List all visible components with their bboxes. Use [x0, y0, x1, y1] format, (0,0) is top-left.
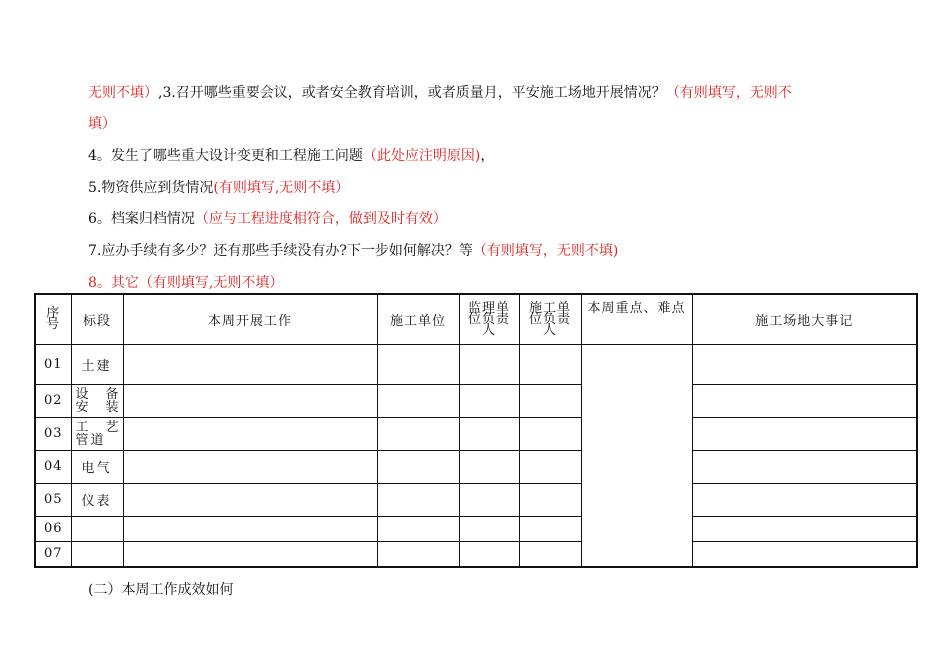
supervisor-cell[interactable] [459, 516, 519, 541]
supervisor-cell[interactable] [459, 541, 519, 567]
table-row [35, 384, 917, 417]
header-work: 本周开展工作 [123, 294, 377, 344]
row-section: 设 备安 装 [71, 384, 123, 417]
unit-cell[interactable] [377, 541, 459, 567]
supervisor-cell[interactable] [459, 417, 519, 450]
work-cell[interactable] [123, 344, 377, 384]
events-cell[interactable] [692, 384, 917, 417]
line-text: 7.应办手续有多少？还有那些手续没有办?下一步如何解决？等 [88, 243, 473, 259]
header-key-points: 本周重点、难点 [581, 294, 692, 344]
table-row [35, 344, 917, 384]
line-text: （应与工程进度相符合，做到及时有效） [194, 211, 447, 227]
row-number: 03 [35, 417, 71, 450]
work-cell[interactable] [123, 483, 377, 516]
row-number: 07 [35, 541, 71, 567]
section-footer: (二）本周工作成效如何 [88, 582, 234, 598]
builder-cell[interactable] [519, 384, 581, 417]
line-text: 填） [88, 116, 116, 132]
builder-cell[interactable] [519, 541, 581, 567]
supervisor-cell[interactable] [459, 344, 519, 384]
work-cell[interactable] [123, 541, 377, 567]
work-cell[interactable] [123, 516, 377, 541]
unit-cell[interactable] [377, 483, 459, 516]
header-events: 施工场地大事记 [692, 294, 917, 344]
unit-cell[interactable] [377, 384, 459, 417]
supervisor-cell[interactable] [459, 483, 519, 516]
table-row [35, 483, 917, 516]
header-supervisor: 监理单位负责人 [459, 294, 519, 344]
supervisor-cell[interactable] [459, 384, 519, 417]
work-cell[interactable] [123, 450, 377, 483]
table-row [35, 541, 917, 567]
work-cell[interactable] [123, 417, 377, 450]
row-number: 02 [35, 384, 71, 417]
key-points-cell[interactable] [581, 344, 692, 567]
line-text: 8。其它（有则填写,无则不填） [88, 275, 284, 291]
events-cell[interactable] [692, 516, 917, 541]
line-text: （此处应注明原因) [362, 148, 481, 164]
row-section [71, 516, 123, 541]
line-text: 5.物资供应到货情况 [88, 180, 214, 196]
events-cell[interactable] [692, 541, 917, 567]
instruction-line [88, 113, 116, 133]
work-cell[interactable] [123, 384, 377, 417]
line-text: （有则填写，无则不填) [472, 243, 619, 259]
table-row [35, 516, 917, 541]
header-seq: 序号 [35, 294, 71, 344]
line-text: 无则不填） [88, 85, 158, 101]
line-text: ， [480, 148, 495, 164]
instruction-line [88, 82, 792, 102]
builder-cell[interactable] [519, 417, 581, 450]
row-number: 06 [35, 516, 71, 541]
builder-cell[interactable] [519, 450, 581, 483]
row-section [71, 541, 123, 567]
row-section: 土建 [71, 344, 123, 384]
instruction-line [88, 240, 618, 260]
row-number: 01 [35, 344, 71, 384]
row-number: 04 [35, 450, 71, 483]
instruction-line [88, 145, 494, 165]
header-builder: 施工单位负责人 [519, 294, 581, 344]
instruction-line [88, 177, 349, 197]
unit-cell[interactable] [377, 450, 459, 483]
builder-cell[interactable] [519, 516, 581, 541]
unit-cell[interactable] [377, 417, 459, 450]
builder-cell[interactable] [519, 344, 581, 384]
header-section: 标段 [71, 294, 123, 344]
line-text: （有则填写，无则不 [665, 85, 792, 101]
unit-cell[interactable] [377, 516, 459, 541]
events-cell[interactable] [692, 450, 917, 483]
line-text: 6。档案归档情况 [88, 211, 195, 227]
row-section: 仪表 [71, 483, 123, 516]
row-section: 电气 [71, 450, 123, 483]
row-section: 工 艺管道 [71, 417, 123, 450]
builder-cell[interactable] [519, 483, 581, 516]
unit-cell[interactable] [377, 344, 459, 384]
instruction-line [88, 272, 283, 292]
line-text: ,3.召开哪些重要会议，或者安全教育培训，或者质量月，平安施工场地开展情况？ [158, 85, 666, 101]
events-cell[interactable] [692, 344, 917, 384]
table-row [35, 417, 917, 450]
weekly-work-table [34, 293, 918, 568]
table-row [35, 450, 917, 483]
line-text: 4。发生了哪些重大设计变更和工程施工问题 [88, 148, 363, 164]
events-cell[interactable] [692, 483, 917, 516]
table-header-row [35, 294, 917, 344]
header-unit: 施工单位 [377, 294, 459, 344]
supervisor-cell[interactable] [459, 450, 519, 483]
events-cell[interactable] [692, 417, 917, 450]
line-text: (有则填写,无则不填） [213, 180, 350, 196]
instruction-line [88, 208, 447, 228]
row-number: 05 [35, 483, 71, 516]
